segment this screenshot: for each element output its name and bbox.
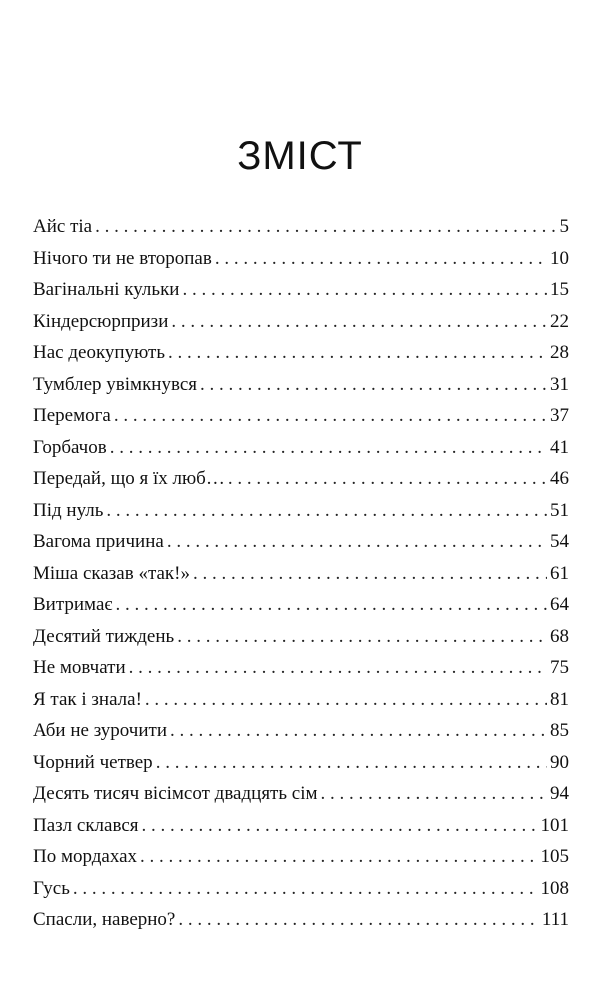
toc-entry [33,279,569,311]
toc-entry-page-number: 46 [550,468,569,489]
toc-entry [33,752,569,784]
toc-entry-title: Айс тіа [33,216,93,237]
toc-leader-dots [95,216,556,238]
toc-entry [33,720,569,752]
toc-entry-title: Гусь [33,877,70,899]
toc-entry-page-number: 75 [550,657,569,678]
toc-entry [33,626,569,658]
toc-entry-title: Аби не зурочити [33,720,168,741]
toc-entry-title: Перемога [33,405,111,426]
toc-entry-title: Передай, що я їх люб… [33,468,225,489]
toc-leader-dots [228,468,547,490]
toc-entry [33,563,569,595]
toc-entry-page-number: 108 [540,877,569,899]
toc-entry [33,311,569,343]
toc-entry-page-number: 81 [550,688,569,710]
toc-entry-page-number: 105 [540,846,569,867]
toc-leader-dots [114,405,547,427]
toc-entry-title: Спасли, наверно? [33,909,176,930]
toc-entry-page-number: 111 [541,909,569,930]
toc-entry-title: Чорний четвер [33,751,153,773]
toc-leader-dots [177,626,547,648]
toc-entry-title: Тумблер увімкнувся [33,373,197,395]
toc-entry [33,405,569,437]
toc-leader-dots [145,689,547,711]
toc-entry-title: Нічого ти не второпав [33,247,212,269]
toc-leader-dots [200,374,547,396]
toc-entry-title: Витримає [33,594,113,615]
toc-entry-page-number: 41 [550,436,569,458]
toc-leader-dots [178,909,539,931]
toc-entry-page-number: 28 [550,342,569,363]
toc-entry [33,437,569,469]
toc-leader-dots [140,846,537,868]
toc-entry-page-number: 94 [550,783,569,804]
toc-entry-title: Нас деокупують [33,342,165,363]
toc-entry-title: Пазл склався [33,814,139,836]
toc-entry-title: Міша сказав «так!» [33,562,190,584]
toc-entry [33,909,569,941]
toc-entry-title: Горбачов [33,436,107,458]
toc-entry-page-number: 5 [559,216,569,237]
toc-entry-title: Не мовчати [33,657,126,678]
toc-entry-page-number: 51 [550,499,569,521]
toc-leader-dots [73,878,538,900]
toc-entry-page-number: 10 [550,247,569,269]
toc-entry [33,216,569,248]
toc-entry-page-number: 37 [550,405,569,426]
toc-entry-page-number: 61 [550,562,569,584]
toc-entry-title: Вагінальні кульки [33,279,180,300]
toc-entry [33,248,569,280]
toc-entry [33,468,569,500]
toc-entry-page-number: 68 [550,625,569,647]
toc-entry [33,657,569,689]
toc-entry [33,689,569,721]
toc-leader-dots [168,342,547,364]
toc-entry-page-number: 22 [550,310,569,332]
toc-entry-title: Я так і знала! [33,688,142,710]
toc-leader-dots [182,279,547,301]
toc-leader-dots [321,783,547,805]
toc-entry-title: По мордахах [33,846,138,867]
toc-leader-dots [106,500,547,522]
toc-leader-dots [142,815,538,837]
toc-entry [33,500,569,532]
toc-entry-title: Десятий тиждень [33,625,175,647]
toc-entry [33,374,569,406]
toc-entry-page-number: 15 [550,279,569,300]
toc-leader-dots [116,594,547,616]
toc-entry-title: Десять тисяч вісімсот двадцять сім [33,783,318,804]
toc-entry-page-number: 90 [550,751,569,773]
toc-entry-page-number: 85 [550,720,569,741]
toc-leader-dots [129,657,547,679]
toc-leader-dots [193,563,547,585]
toc-leader-dots [110,437,547,459]
toc-entry [33,342,569,374]
toc-entry [33,878,569,910]
toc-entry [33,815,569,847]
page-title: ЗМІСТ [237,134,363,178]
table-of-contents [33,216,569,941]
toc-entry [33,783,569,815]
toc-leader-dots [156,752,547,774]
toc-entry-title: Кіндерсюрпризи [33,310,169,332]
toc-entry [33,531,569,563]
toc-leader-dots [171,311,547,333]
toc-leader-dots [215,248,547,270]
toc-entry [33,594,569,626]
toc-entry [33,846,569,878]
toc-entry-page-number: 54 [550,531,569,552]
toc-entry-title: Вагома причина [33,531,164,552]
toc-leader-dots [170,720,547,742]
toc-entry-page-number: 64 [550,594,569,615]
toc-entry-page-number: 31 [550,373,569,395]
toc-leader-dots [167,531,547,553]
toc-entry-title: Під нуль [33,499,104,521]
toc-entry-page-number: 101 [540,814,569,836]
